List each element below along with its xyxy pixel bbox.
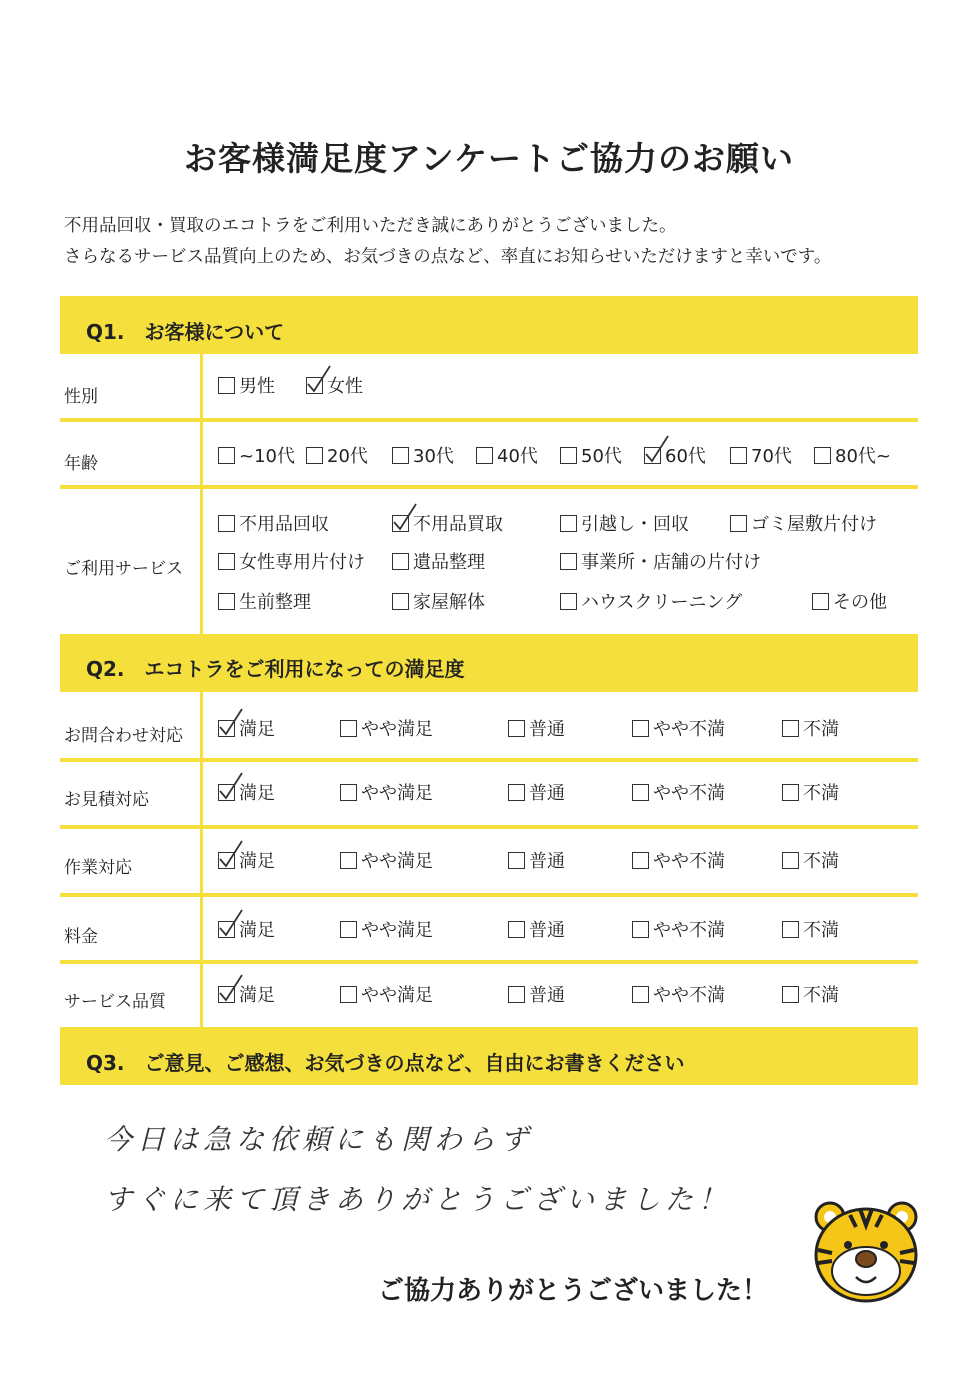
check-mark-icon	[304, 364, 332, 396]
checkbox-rating-option[interactable]	[782, 720, 799, 737]
checkbox-age-option[interactable]	[218, 447, 235, 464]
option-label: ~10代	[239, 446, 295, 467]
rating-option[interactable]	[218, 719, 275, 741]
checkbox-rating-option[interactable]	[340, 720, 357, 737]
option-label: 80代~	[835, 446, 891, 467]
checkbox-service-option[interactable]	[392, 553, 409, 570]
option-label: 不満	[803, 920, 839, 941]
check-mark-icon	[390, 502, 418, 534]
option-label: 普通	[529, 985, 565, 1006]
option-label: 女性	[327, 376, 363, 397]
service-label: ご利用サービス	[64, 559, 183, 579]
q1-heading: Q1. お客様について	[86, 320, 285, 344]
checkbox-service-option[interactable]	[392, 593, 409, 610]
rating-option[interactable]	[632, 920, 725, 942]
checkbox-service-option[interactable]	[218, 593, 235, 610]
checkbox-rating-option[interactable]	[218, 720, 235, 737]
option-label: 不用品回収	[239, 514, 329, 535]
rating-option[interactable]	[218, 920, 275, 942]
checkbox-rating-option[interactable]	[632, 852, 649, 869]
closing-message: ご協力ありがとうございました！	[378, 1276, 769, 1306]
age-option[interactable]	[730, 446, 792, 468]
checkbox-gender-option[interactable]	[218, 377, 235, 394]
age-option[interactable]	[644, 446, 706, 468]
check-mark-icon	[216, 908, 244, 940]
rating-option[interactable]	[632, 985, 725, 1007]
checkbox-rating-option[interactable]	[218, 852, 235, 869]
checkbox-age-option[interactable]	[814, 447, 831, 464]
intro-line-2: さらなるサービス品質向上のため、お気づきの点など、率直にお知らせいただけますと幸いです。	[64, 247, 832, 267]
checkbox-service-option[interactable]	[560, 515, 577, 532]
checkbox-service-option[interactable]	[218, 553, 235, 570]
option-label: 男性	[239, 376, 275, 397]
check-mark-icon	[216, 707, 244, 739]
rating-option[interactable]	[508, 851, 565, 873]
service-option[interactable]	[730, 514, 877, 536]
rating-row-label: 作業対応	[64, 858, 132, 878]
checkbox-age-option[interactable]	[644, 447, 661, 464]
service-option[interactable]	[218, 514, 329, 536]
rating-option[interactable]	[782, 851, 839, 873]
age-option[interactable]	[392, 446, 454, 468]
checkbox-service-option[interactable]	[392, 515, 409, 532]
page-title: お客様満足度アンケートご協力のお願い	[183, 139, 795, 178]
service-option[interactable]	[560, 592, 742, 614]
rating-option[interactable]	[218, 985, 275, 1007]
option-label: 遺品整理	[413, 552, 485, 573]
option-label: やや不満	[653, 851, 725, 872]
checkbox-rating-option[interactable]	[782, 986, 799, 1003]
option-label: やや不満	[653, 920, 725, 941]
service-option[interactable]	[392, 592, 485, 614]
tiger-mascot-icon	[810, 1195, 922, 1307]
checkbox-rating-option[interactable]	[340, 986, 357, 1003]
option-label: 60代	[665, 446, 706, 467]
checkbox-age-option[interactable]	[392, 447, 409, 464]
service-option[interactable]	[392, 514, 503, 536]
rating-option[interactable]	[340, 985, 433, 1007]
service-option[interactable]	[560, 552, 761, 574]
checkbox-rating-option[interactable]	[632, 720, 649, 737]
checkbox-rating-option[interactable]	[508, 986, 525, 1003]
age-option[interactable]	[814, 446, 891, 468]
rating-row-label: 料金	[64, 927, 98, 947]
checkbox-age-option[interactable]	[306, 447, 323, 464]
option-label: やや満足	[361, 920, 433, 941]
checkbox-rating-option[interactable]	[508, 921, 525, 938]
q2-rule-2	[60, 825, 918, 829]
age-label: 年齢	[64, 454, 98, 474]
option-label: 満足	[239, 851, 275, 872]
age-option[interactable]	[306, 446, 368, 468]
service-option[interactable]	[218, 552, 365, 574]
rating-option[interactable]	[782, 920, 839, 942]
checkbox-rating-option[interactable]	[782, 852, 799, 869]
rating-option[interactable]	[340, 719, 433, 741]
checkbox-rating-option[interactable]	[508, 852, 525, 869]
checkbox-service-option[interactable]	[812, 593, 829, 610]
gender-option[interactable]	[306, 376, 363, 398]
option-label: やや不満	[653, 985, 725, 1006]
option-label: やや満足	[361, 985, 433, 1006]
option-label: 女性専用片付け	[239, 552, 365, 573]
option-label: 不満	[803, 719, 839, 740]
checkbox-rating-option[interactable]	[632, 784, 649, 801]
option-label: ハウスクリーニング	[581, 592, 743, 613]
q2-rule-4	[60, 960, 918, 964]
option-label: 満足	[239, 985, 275, 1006]
checkbox-age-option[interactable]	[560, 447, 577, 464]
checkbox-rating-option[interactable]	[218, 986, 235, 1003]
checkbox-service-option[interactable]	[560, 593, 577, 610]
rating-option[interactable]	[782, 719, 839, 741]
checkbox-rating-option[interactable]	[340, 852, 357, 869]
service-option[interactable]	[560, 514, 689, 536]
option-label: 満足	[239, 920, 275, 941]
option-label: 引越し・回収	[581, 514, 689, 535]
checkbox-rating-option[interactable]	[340, 921, 357, 938]
option-label: 満足	[239, 719, 275, 740]
option-label: ゴミ屋敷片付け	[751, 514, 877, 535]
rating-option[interactable]	[340, 851, 433, 873]
checkbox-rating-option[interactable]	[782, 784, 799, 801]
option-label: 不満	[803, 985, 839, 1006]
option-label: 70代	[751, 446, 792, 467]
option-label: やや不満	[653, 783, 725, 804]
rating-row-label: お問合わせ対応	[64, 726, 183, 746]
intro-line-1: 不用品回収・買取のエコトラをご利用いただき誠にありがとうございました。	[64, 216, 677, 236]
q1-rule-2	[60, 485, 918, 489]
rating-option[interactable]	[782, 783, 839, 805]
checkbox-rating-option[interactable]	[632, 921, 649, 938]
rating-option[interactable]	[508, 783, 565, 805]
option-label: その他	[833, 592, 887, 613]
check-mark-icon	[642, 434, 670, 466]
service-option[interactable]	[812, 592, 887, 614]
q2-divider	[200, 692, 203, 1027]
checkbox-age-option[interactable]	[730, 447, 747, 464]
gender-option[interactable]	[218, 376, 275, 398]
gender-label: 性別	[64, 387, 98, 407]
checkbox-service-option[interactable]	[730, 515, 747, 532]
comment-line-1: 今日は急な依頼にも関わらず	[104, 1123, 534, 1156]
q1-divider	[200, 354, 203, 634]
age-option[interactable]	[476, 446, 538, 468]
option-label: 普通	[529, 851, 565, 872]
rating-option[interactable]	[632, 851, 725, 873]
rating-option[interactable]	[632, 783, 725, 805]
option-label: 事業所・店舗の片付け	[581, 552, 761, 573]
age-option[interactable]	[560, 446, 622, 468]
rating-option[interactable]	[632, 719, 725, 741]
rating-option[interactable]	[508, 985, 565, 1007]
option-label: 30代	[413, 446, 454, 467]
rating-option[interactable]	[340, 783, 433, 805]
q2-rule-1	[60, 758, 918, 762]
check-mark-icon	[216, 771, 244, 803]
rating-option[interactable]	[782, 985, 839, 1007]
checkbox-gender-option[interactable]	[306, 377, 323, 394]
checkbox-rating-option[interactable]	[218, 921, 235, 938]
option-label: 不満	[803, 851, 839, 872]
rating-option[interactable]	[508, 719, 565, 741]
option-label: 不満	[803, 783, 839, 804]
option-label: やや不満	[653, 719, 725, 740]
q2-heading: Q2. エコトラをご利用になっての満足度	[86, 657, 465, 681]
age-option[interactable]	[218, 446, 295, 468]
checkbox-service-option[interactable]	[218, 515, 235, 532]
rating-option[interactable]	[218, 783, 275, 805]
q1-rule-1	[60, 418, 918, 422]
option-label: 家屋解体	[413, 592, 485, 613]
option-label: 普通	[529, 719, 565, 740]
option-label: 満足	[239, 783, 275, 804]
rating-row-label: お見積対応	[64, 790, 149, 810]
checkbox-rating-option[interactable]	[508, 720, 525, 737]
check-mark-icon	[216, 973, 244, 1005]
checkbox-rating-option[interactable]	[632, 986, 649, 1003]
checkbox-rating-option[interactable]	[782, 921, 799, 938]
q2-rule-3	[60, 893, 918, 897]
option-label: やや満足	[361, 719, 433, 740]
checkbox-service-option[interactable]	[560, 553, 577, 570]
option-label: 普通	[529, 783, 565, 804]
option-label: 50代	[581, 446, 622, 467]
comment-line-2: すぐに来て頂きありがとうございました！	[104, 1183, 732, 1216]
option-label: 20代	[327, 446, 368, 467]
rating-option[interactable]	[508, 920, 565, 942]
rating-option[interactable]	[218, 851, 275, 873]
check-mark-icon	[216, 839, 244, 871]
service-option[interactable]	[392, 552, 485, 574]
service-option[interactable]	[218, 592, 311, 614]
q3-heading: Q3. ご意見、ご感想、お気づきの点など、自由にお書きください	[86, 1051, 685, 1075]
checkbox-age-option[interactable]	[476, 447, 493, 464]
option-label: 普通	[529, 920, 565, 941]
checkbox-rating-option[interactable]	[218, 784, 235, 801]
rating-row-label: サービス品質	[64, 992, 166, 1012]
checkbox-rating-option[interactable]	[340, 784, 357, 801]
option-label: 不用品買取	[413, 514, 503, 535]
option-label: やや満足	[361, 851, 433, 872]
option-label: 40代	[497, 446, 538, 467]
checkbox-rating-option[interactable]	[508, 784, 525, 801]
option-label: やや満足	[361, 783, 433, 804]
rating-option[interactable]	[340, 920, 433, 942]
option-label: 生前整理	[239, 592, 311, 613]
